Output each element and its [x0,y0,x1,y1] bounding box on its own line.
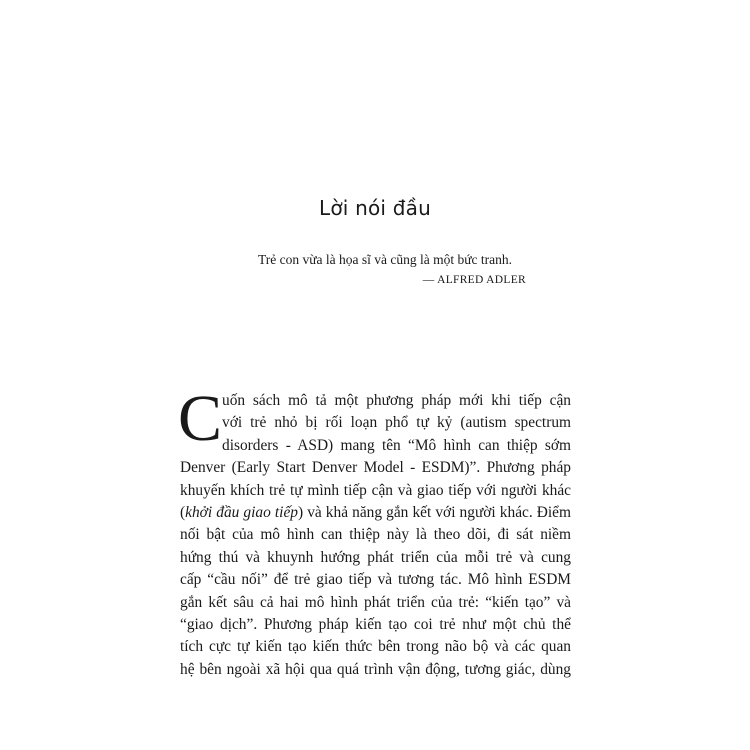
drop-cap: C [178,382,223,455]
body-line: cấp “cầu nối” để trẻ giao tiếp và tương tác. Mô hình ESDM [180,571,571,589]
line-rest: ) và khả năng gắn kết với người khác. Điểm [297,503,571,521]
body-line: với trẻ nhỏ bị rối loạn phổ tự kỷ (autism spectrum [222,414,571,432]
epigraph-author: — ALFRED ADLER [422,274,526,286]
body-line-with-italic [180,502,571,524]
body-line: “giao dịch”. Phương pháp kiến tạo coi trẻ như một chủ thể [180,615,571,633]
italic-term: khởi đầu giao tiếp [185,503,298,521]
body-line: gắn kết sâu cả hai mô hình phát triển của trẻ: “kiến tạo” và [180,593,571,611]
body-line: hệ bên ngoài xã hội qua quá trình vận động, tương giác, dùng [180,660,571,678]
body-line: uốn sách mô tả một phương pháp mới khi tiếp cận [222,392,571,409]
body-line: tích cực tự kiến tạo kiến thức bên trong não bộ và các quan [180,638,571,656]
epigraph [0,252,750,286]
body-line: disorders - ASD) mang tên “Mô hình can thiệp sớm [222,436,571,454]
body-line: Denver (Early Start Denver Model - ESDM)”. Phương pháp [180,459,571,477]
body-line: nối bật của mô hình can thiệp này là theo dõi, đi sát niềm [180,526,571,544]
body-paragraph [180,390,571,681]
chapter-title: Lời nói đầu [319,196,431,220]
body-line: khuyến khích trẻ tự mình tiếp cận và giao tiếp với người khác [180,481,571,499]
epigraph-quote: Trẻ con vừa là họa sĩ và cũng là một bức tranh. [257,252,513,267]
body-line: hứng thú và khuynh hướng phát triển của mỗi trẻ và cung [180,548,571,566]
open-paren: ( [180,503,186,521]
